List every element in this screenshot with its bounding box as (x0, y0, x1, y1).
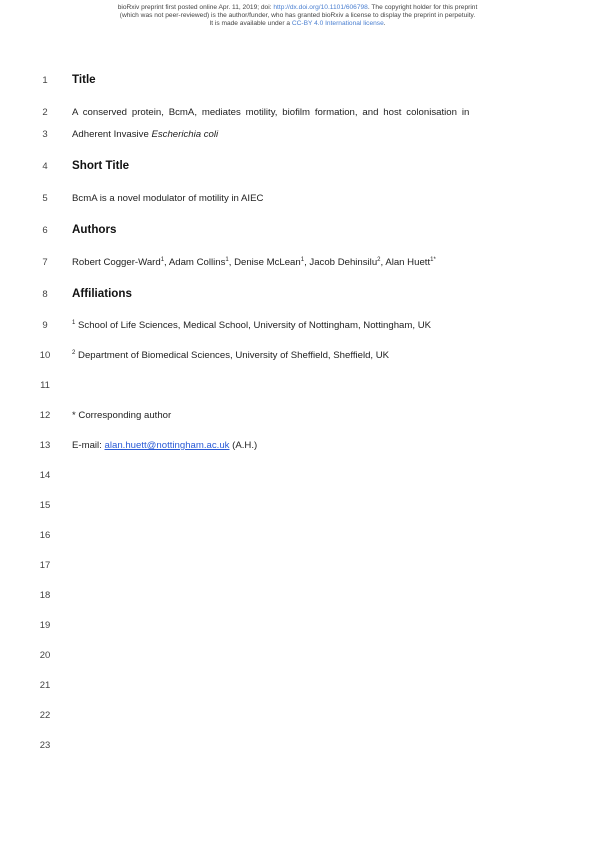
short-title-heading: Short Title (72, 159, 130, 172)
author: Alan Huett$^{1*}$ (385, 256, 436, 268)
article-title-line-1: A conserved protein, BcmA, mediates motility, biofilm formation, and host colonisation in (72, 107, 470, 118)
line-number: 18 (39, 590, 51, 601)
email-link[interactable]: alan.huett@nottingham.ac.uk (104, 440, 230, 451)
line-number: 8 (42, 289, 48, 300)
line-number: 14 (39, 470, 51, 481)
line-number: 13 (39, 440, 51, 451)
line-number: 17 (39, 560, 51, 571)
author: Robert Cogger-Ward$^1$, (72, 256, 169, 268)
line-number: 11 (40, 380, 50, 391)
header-line-1 (0, 4, 595, 12)
affiliations-heading: Affiliations (72, 287, 132, 300)
line-number: 23 (39, 740, 51, 751)
line-number: 10 (39, 350, 51, 361)
header-text: bioRxiv preprint first posted online Apr. 11, 2019; doi: (117, 4, 274, 11)
header-text: . The copyright holder for this preprint (367, 4, 478, 11)
email-label: E-mail: (72, 440, 105, 451)
affiliation-marker: 2 (72, 349, 76, 356)
affiliation-text: School of Life Sciences, Medical School, University of Nottingham, Nottingham, UK (78, 320, 432, 331)
author-list (72, 257, 436, 268)
affiliation-text: Department of Biomedical Sciences, University of Sheffield, Sheffield, UK (78, 350, 390, 361)
short-title: BcmA is a novel modulator of motility in AIEC (72, 193, 264, 204)
header-line-2: (which was not peer-reviewed) is the author/funder, who has granted bioRxiv a license to display the preprint in perpetuity. (119, 12, 476, 19)
affiliation-marker: 1 (72, 319, 76, 326)
affiliation-1 (72, 320, 431, 331)
line-number: 15 (39, 500, 51, 511)
author: Jacob Dehinsilu$^2$, (309, 256, 386, 268)
affiliation-2 (72, 350, 389, 361)
header-text: . (383, 20, 386, 27)
line-number: 4 (42, 161, 48, 172)
line-number: 2 (42, 107, 48, 118)
title-text: Adherent Invasive (72, 129, 152, 140)
line-number: 3 (42, 129, 48, 140)
email-line (72, 440, 257, 451)
article-title-line-2 (72, 129, 218, 140)
author: Denise McLean$^1$, (234, 256, 310, 268)
line-number: 20 (39, 650, 51, 661)
line-number: 12 (39, 410, 51, 421)
doi-link[interactable]: http://dx.doi.org/10.1101/606798 (273, 4, 368, 11)
line-number: 19 (39, 620, 51, 631)
title-species-italic: Escherichia coli (151, 129, 219, 140)
line-number: 22 (39, 710, 51, 721)
email-suffix: (A.H.) (229, 440, 258, 451)
line-number: 21 (39, 680, 51, 691)
header-line-3 (0, 20, 595, 28)
line-number: 9 (42, 320, 48, 331)
line-number: 6 (42, 225, 48, 236)
line-number: 16 (39, 530, 51, 541)
author: Adam Collins$^1$, (168, 256, 235, 268)
authors-heading: Authors (72, 223, 117, 236)
header-text: It is made available under a (209, 20, 292, 27)
title-heading: Title (72, 73, 96, 86)
corresponding-author: * Corresponding author (72, 410, 172, 421)
license-link[interactable]: CC-BY 4.0 International license (291, 20, 384, 27)
line-number: 5 (42, 193, 48, 204)
preprint-header (0, 4, 595, 28)
line-number: 1 (42, 75, 48, 86)
line-number: 7 (42, 257, 48, 268)
